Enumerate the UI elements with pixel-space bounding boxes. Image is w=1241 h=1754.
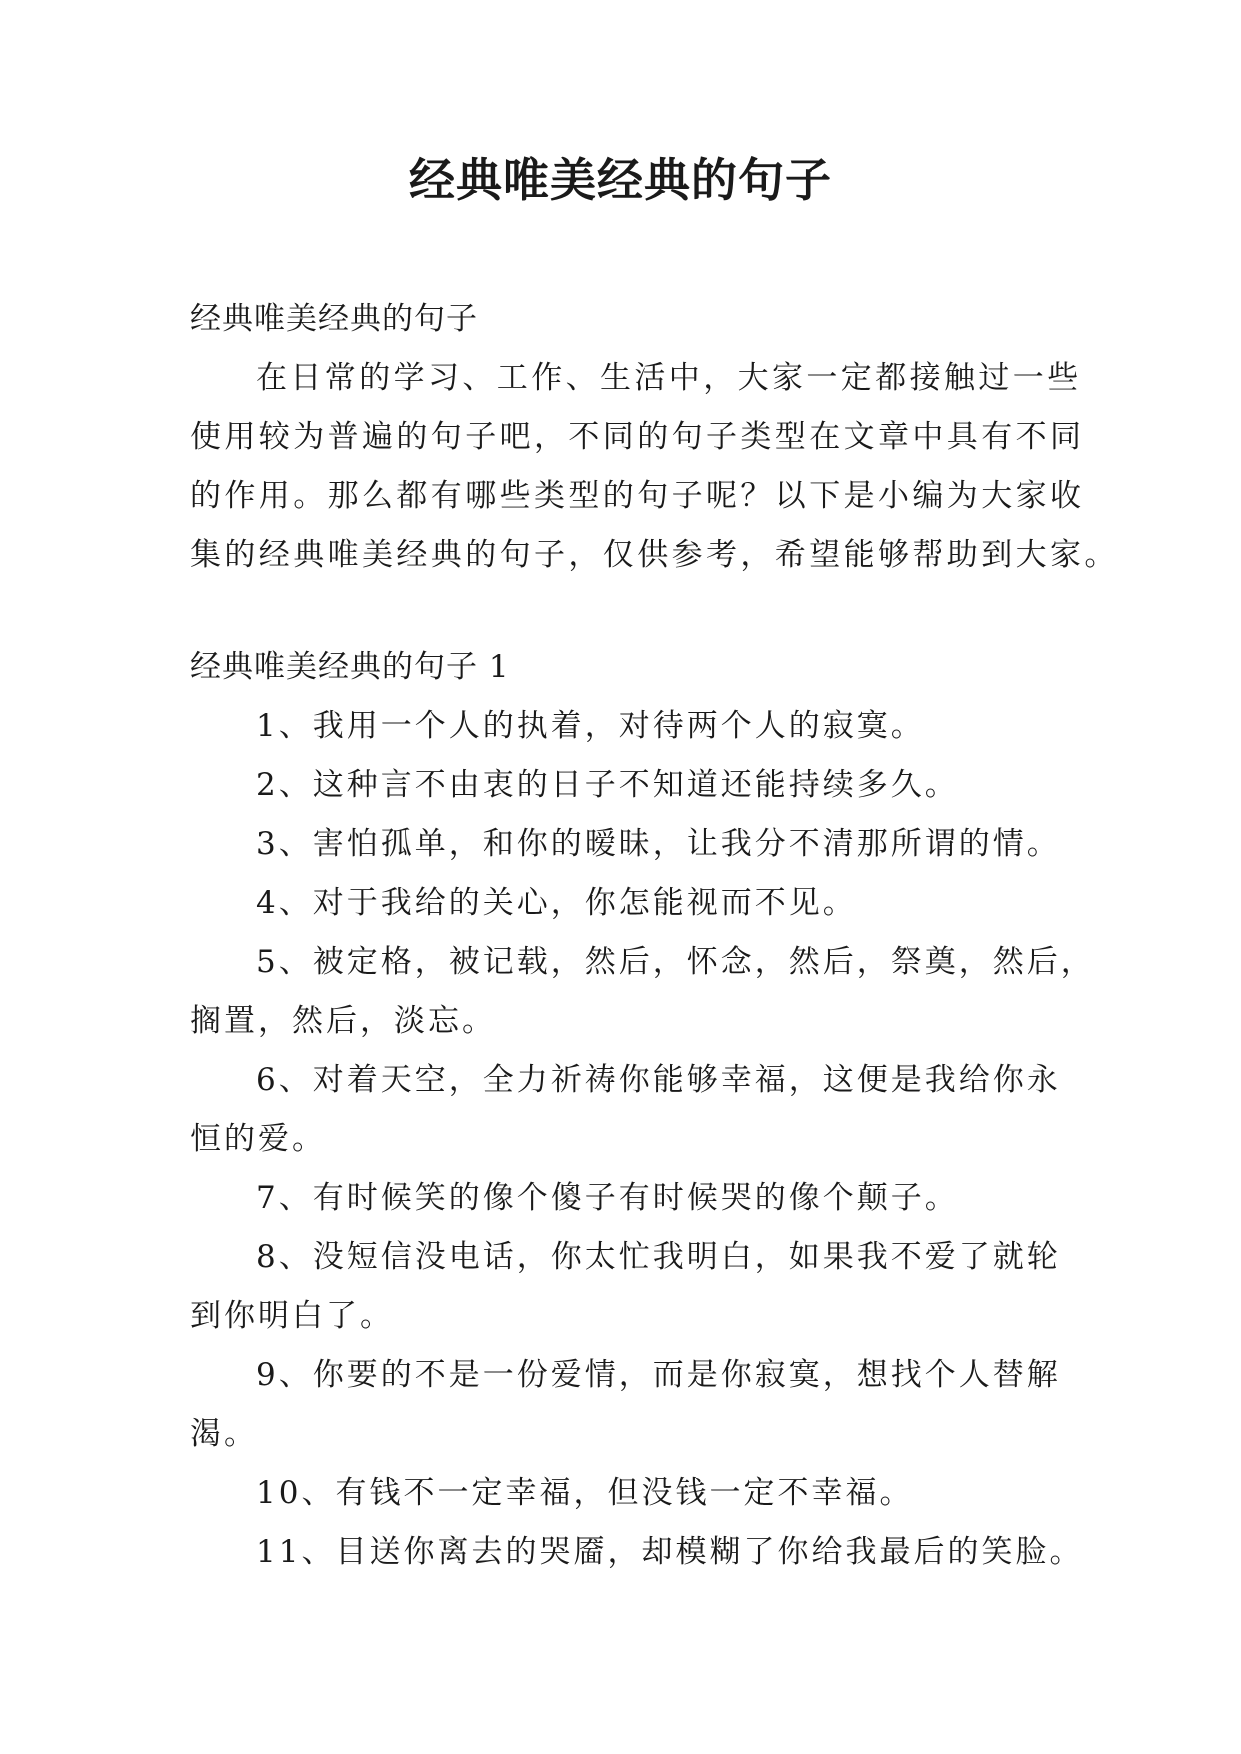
list-item-line: 1、我用一个人的执着，对待两个人的寂寞。 [256,708,925,744]
list-item [190,874,1060,933]
list-item [190,1228,1060,1346]
list-item [190,815,1060,874]
list-item [190,1169,1060,1228]
list-item [190,1464,1060,1523]
intro-line: 在日常的学习、工作、生活中，大家一定都接触过一些 [256,360,1082,396]
intro-paragraph [190,349,1119,585]
list-item-line: 4、对于我给的关心，你怎能视而不见。 [256,885,857,921]
list-item [190,933,1095,1051]
section-heading: 经典唯美经典的句子 1 [190,649,510,685]
paragraph-spacer [190,585,1060,638]
list-item-line: 2、这种言不由衷的日子不知道还能持续多久。 [256,767,959,803]
list-item [190,756,1060,815]
list-item [190,697,1060,756]
document-title: 经典唯美经典的句子 [409,153,832,207]
intro-line: 的作用。那么都有哪些类型的句子呢？以下是小编为大家收 [190,478,1085,514]
list-item [190,1346,1060,1464]
list-item [190,1051,1060,1169]
list-item-line: 6、对着天空，全力祈祷你能够幸福，这便是我给你永 [256,1062,1061,1098]
sentence-list [190,697,1095,1582]
list-item-line: 11、目送你离去的哭靥，却模糊了你给我最后的笑脸。 [256,1534,1084,1570]
intro-line: 使用较为普遍的句子吧，不同的句子类型在文章中具有不同 [190,419,1085,455]
list-item-line: 3、害怕孤单，和你的暧昧，让我分不清那所谓的情。 [256,826,1061,862]
list-item-line: 5、被定格，被记载，然后，怀念，然后，祭奠，然后， [256,944,1095,980]
list-item-continuation: 渴。 [190,1416,258,1452]
list-item-line: 10、有钱不一定幸福，但没钱一定不幸福。 [256,1475,914,1511]
list-item [190,1523,1084,1582]
list-item-line: 8、没短信没电话，你太忙我明白，如果我不爱了就轮 [256,1239,1061,1275]
list-item-line: 9、你要的不是一份爱情，而是你寂寞，想找个人替解 [256,1357,1061,1393]
list-item-continuation: 恒的爱。 [190,1121,326,1157]
list-item-continuation: 到你明白了。 [190,1298,394,1334]
document-body [190,290,1119,1582]
list-item-continuation: 搁置，然后，淡忘。 [190,1003,496,1039]
subtitle: 经典唯美经典的句子 [190,301,478,337]
intro-line: 集的经典唯美经典的句子，仅供参考，希望能够帮助到大家。 [190,537,1119,573]
list-item-line: 7、有时候笑的像个傻子有时候哭的像个颠子。 [256,1180,959,1216]
